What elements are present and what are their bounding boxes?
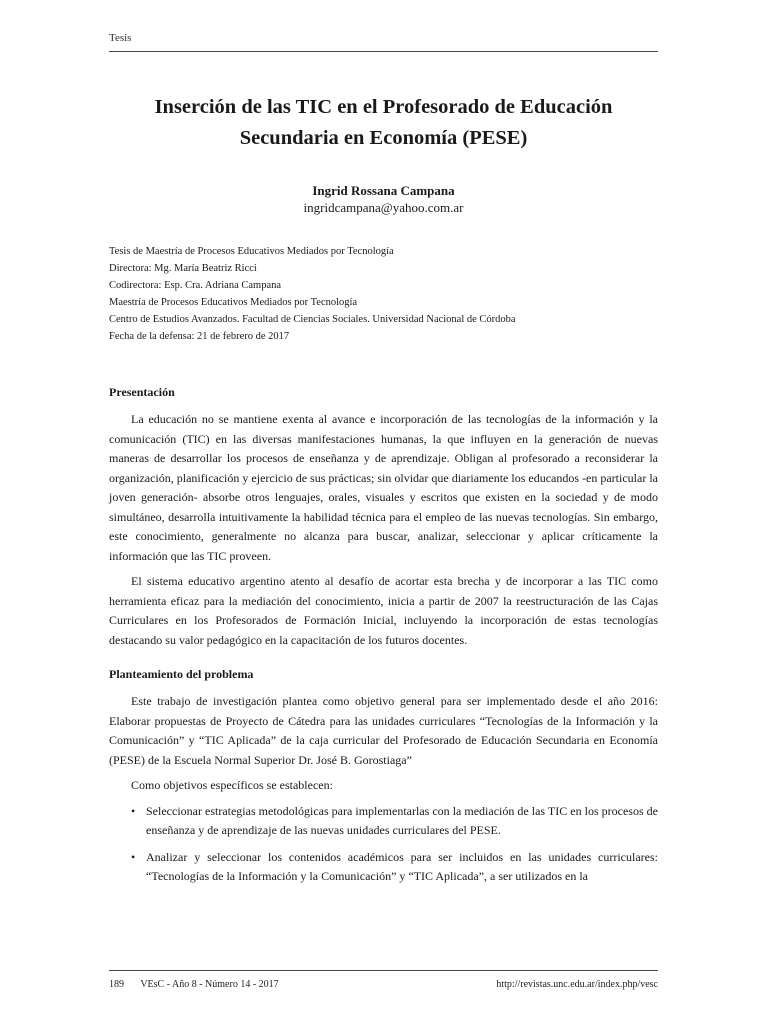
list-item <box>109 848 658 887</box>
article-title: Inserción de las TIC en el Profesorado de Educación Secundaria en Economía (PESE) <box>154 96 613 149</box>
footer-rule <box>109 970 658 971</box>
objectives-list <box>109 802 658 887</box>
paragraph: Como objetivos específicos se establecen: <box>131 778 333 792</box>
list-item <box>109 802 658 841</box>
paragraph: Este trabajo de investigación plantea como objetivo general para ser implementado desde el año 2016: Elaborar propuestas de Proyecto de Cátedra para las unidades curriculares “Tecnologías de la Información y la Comunicación” y “TIC Aplicada” de la caja curricular del Profesorado de Educación Secundaria en Economía (PESE) de la Escuela Normal Superior Dr. José B. Gorostiaga” <box>109 694 658 767</box>
header-rule <box>109 51 658 52</box>
article-body <box>109 384 658 894</box>
paragraph: La educación no se mantiene exenta al avance e incorporación de las tecnologías de la información y la comunicación (TIC) en las diversas manifestaciones humanas, la que influyen en la generación de nuevas maneras de desarrollar los procesos de enseñanza y de aprendizaje. Obligan al profesorado a reconsiderar la organización, planificación y ejercicio de sus prácticas; sin olvidar que diariamente los educandos -en particular la joven generación- absorbe otros lenguajes, orales, visuales y escritos que existen en la sociedad y de modo simultáneo, desarrolla intuitivamente la habilidad técnica para el empleo de las nuevas tecnologías. Sin embargo, este conocimiento, generalmente no alcanza para buscar, analizar, seleccionar y aplicar críticamente la información que las TIC proveen. <box>109 412 658 563</box>
journal-url-link[interactable]: http://revistas.unc.edu.ar/index.php/vesc <box>496 979 658 990</box>
thesis-meta <box>109 243 669 345</box>
meta-institution: Centro de Estudios Avanzados. Facultad de Ciencias Sociales. Universidad Nacional de Córdoba <box>109 314 516 325</box>
footer-left <box>109 979 279 990</box>
journal-citation: VEsC - Año 8 - Número 14 - 2017 <box>140 979 279 990</box>
bullet-icon: • <box>131 849 136 864</box>
list-item-text: Seleccionar estrategias metodológicas para implementarlas con la mediación de las TIC en los procesos de enseñanza y de aprendizaje de las nuevas unidades curriculares del PESE. <box>146 803 658 837</box>
paragraph: El sistema educativo argentino atento al desafío de acortar esta brecha y de incorporar a las TIC como herramienta eficaz para la mediación del conocimiento, inicia a partir de 2007 la reestructuración de las Cajas Curriculares en los Profesorados de Formación Inicial, incluyendo la incorporación de estas tecnologías destacando su valor pedagógico en la capacitación de los futuros docentes. <box>109 574 658 647</box>
author-block <box>109 182 658 216</box>
page-number: 189 <box>109 979 124 990</box>
meta-director: Directora: Mg. María Beatriz Ricci <box>109 263 257 274</box>
section-heading-presentacion: Presentación <box>109 385 175 399</box>
running-header: Tesis <box>109 32 132 44</box>
author-name: Ingrid Rossana Campana <box>312 183 455 198</box>
meta-program: Maestría de Procesos Educativos Mediados por Tecnología <box>109 297 358 308</box>
meta-thesis-type: Tesis de Maestría de Procesos Educativos Mediados por Tecnología <box>109 246 394 257</box>
bullet-icon: • <box>131 803 136 818</box>
author-email: ingridcampana@yahoo.com.ar <box>303 200 464 215</box>
list-item-text: Analizar y seleccionar los contenidos académicos para ser incluidos en las unidades curriculares: “Tecnologías de la Información y la Comunicación” y “TIC Aplicada”, a ser utilizados en la <box>146 849 658 883</box>
meta-defense-date: Fecha de la defensa: 21 de febrero de 2017 <box>109 331 290 342</box>
section-heading-planteamiento: Planteamiento del problema <box>109 667 254 681</box>
meta-codirector: Codirectora: Esp. Cra. Adriana Campana <box>109 280 282 291</box>
